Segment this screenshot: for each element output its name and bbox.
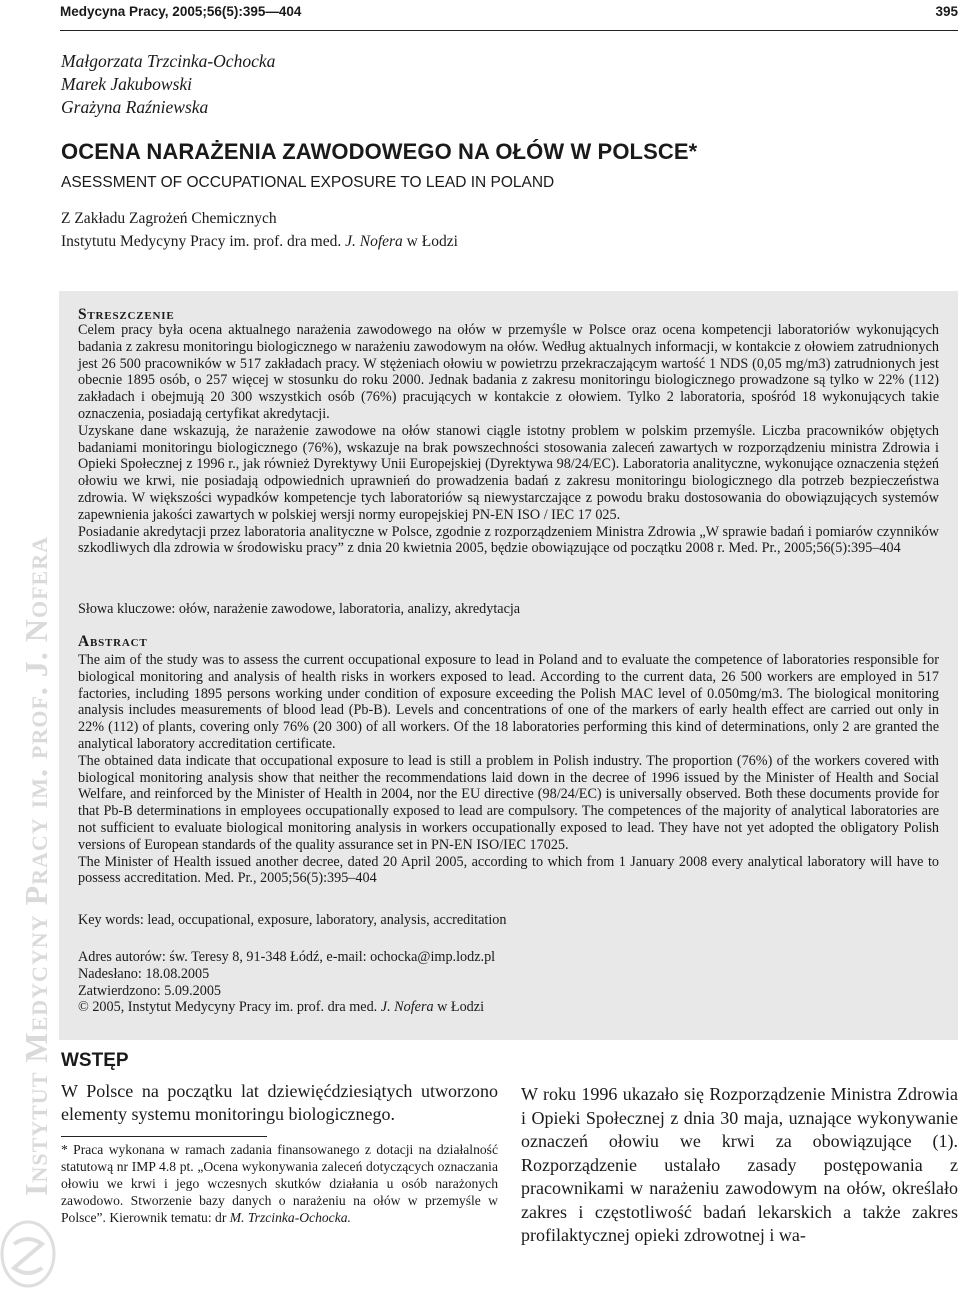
footnote-text: * Praca wykonana w ramach zadania finansowanego z dotacji na działalność statutową nr IMP 4.8 pt. „Ocena wykonywania zaleceń dotyczących oznaczania ołowiu we krwi i jego wczesnych skutków działania u osób narażonych zawodowo. Stworzenie bazy danych o narażeniu na ołów w przemyśle w Polsce”. Kierownik tematu: dr (61, 1142, 498, 1225)
header-rule (60, 30, 958, 31)
institute-watermark: Instytut Medycyny Pracy im. prof. J. Nofera (18, 536, 54, 1196)
address-line: Adres autorów: św. Teresy 8, 91-348 Łódź, e-mail: ochocka@imp.lodz.pl (78, 949, 496, 965)
received-date: Nadesłano: 18.08.2005 (78, 965, 210, 982)
page-number: 395 (935, 3, 958, 19)
affiliation-italic: J. Nofera (345, 233, 403, 250)
abstract-heading: Abstract (78, 633, 148, 650)
copyright-line (78, 999, 495, 1016)
author-list (61, 50, 275, 119)
affiliation-suffix: w Łodzi (402, 233, 458, 250)
streszczenie-text (78, 322, 939, 557)
abstract-keywords: Key words: lead, occupational, exposure, laboratory, analysis, accreditation (78, 912, 507, 928)
copyright-suffix: w Łodzi (433, 999, 485, 1016)
author-1: Małgorzata Trzcinka-Ochocka (61, 51, 276, 71)
streszczenie-heading: Streszczenie (78, 306, 175, 323)
affiliation-prefix: Instytutu Medycyny Pracy im. prof. dra med. (61, 233, 346, 250)
author-3: Grażyna Raźniewska (61, 97, 209, 117)
footnote-rule (61, 1136, 267, 1137)
affiliation-line-2 (61, 230, 458, 253)
streszczenie-paragraph-2: Uzyskane dane wskazują, że narażenie zawodowe na ołów stanowi ciągle istotny problem w polskim przemyśle. Liczba pracowników objętych badaniami monitoringu biologicznego (76%), wskazuje na brak powszechności stosowania zaleceń zawartych w rozporządzeniu ministra Zdrowia i Opieki Społecznej z 1996 r., jak również Dyrektywy Unii Europejskiej (Dyrektywa 98/24/EC). Laboratoria analityczne, wykonujące oznaczenia stężeń ołowiu we krwi, nie posiadają odpowiednich uprawnień do prowadzenia badań z zakresu monitoringu biologicznego dla potrzeb bezpieczeństwa zdrowia. W większości wypadków kompetencje tych laboratoriów są niewystarczające z powodu braku dostosowania do obowiązujących systemów zapewnienia jakości zawartych w polskiej wersji normy europejskiej PN-EN ISO / IEC 17 025. (78, 422, 939, 523)
copyright-prefix: © 2005, Instytut Medycyny Pracy im. prof. dra med. (78, 999, 381, 1016)
intro-left-column: W Polsce na początku lat dziewięćdziesiątych utworzono elementy systemu monitoringu biologicznego. (61, 1081, 498, 1124)
approved-date: Zatwierdzono: 5.09.2005 (78, 982, 222, 999)
article-title-en: ASESSMENT OF OCCUPATIONAL EXPOSURE TO LEAD IN POLAND (61, 174, 555, 191)
author-2: Marek Jakubowski (61, 74, 193, 94)
streszczenie-paragraph-1: Celem pracy była ocena aktualnego narażenia zawodowego na ołów w przemyśle w Polsce oraz ocena kompetencji laboratoriów wykonujących badania z zakresu monitoringu biologicznego w narażeniu zawodowym na ołów. Według aktualnych informacji, w kontakcie z ołowiem zatrudnionych jest 26 500 pracowników w 517 zakładach pracy. W stężeniach ołowiu w powietrzu przekraczającym wartość 1 NDS (0,05 mg/m3) zatrudnionych jest obecnie 1895 osób, o 257 więcej w stosunku do roku 2000. Jednak badania z zakresu monitoringu biologicznego prowadzone są tylko w 22% (112) zakładach i obejmują 20 300 wszystkich osób (76%) pracujących w kontakcie z ołowiem. Tylko 2 laboratoria, spośród 18 wykonujących takie oznaczenia, posiadają certyfikat akredytacji. (78, 322, 939, 422)
footnote (61, 1142, 498, 1227)
section-heading-intro: WSTĘP (61, 1050, 129, 1071)
abstract-paragraph-2: The obtained data indicate that occupational exposure to lead is still a problem in Polish industry. The proportion (76%) of the workers covered with biological monitoring analysis show that neither the recommendations laid down in the decree of 1996 issued by the Minister of Health and Social Welfare, and reinforced by the Minister of Health in 2004, nor the EU directive (98/24/EC) is universally observed. Both these documents provide for that Pb-B determinations in employees occupationally exposed to lead are compulsory. The competences of the majority of analytical laboratories are not sufficient to evaluate biological monitoring analysis in workers occupationally exposed to lead. They have not yet adopted the obligatory Polish versions of European standards of the quality assurance set in PN-EN ISO/IEC 17025. (78, 752, 939, 853)
abstract-paragraph-1: The aim of the study was to assess the current occupational exposure to lead in Poland and to evaluate the competence of laboratories responsible for biological monitoring and analysis of health risks in workers exposed to lead. According to the current data, 26 500 workers are employed in 517 factories, including 1895 persons working under condition of exposure exceeding the Polish MAC level of 0.050mg/m3. The biological monitoring analysis includes measurements of blood lead (Pb-B). Levels and concentrations of one of the markers of early health effect are carried out only in 22% (112) of plants, covering only 76% (20 300) of all workers. Of the 18 laboratories performing this kind of determinations, only 2 are granted the analytical laboratory accreditation certificate. (78, 652, 939, 752)
affiliation (61, 207, 458, 253)
copyright-italic: J. Nofera (380, 999, 434, 1016)
running-header (60, 0, 958, 22)
author-address (78, 949, 495, 1016)
institute-logo-icon (0, 1216, 64, 1292)
streszczenie-keywords: Słowa kluczowe: ołów, narażenie zawodowe, laboratoria, analizy, akredytacja (78, 601, 521, 617)
footnote-italic: M. Trzcinka-Ochocka. (229, 1209, 351, 1225)
streszczenie-paragraph-3: Posiadanie akredytacji przez laboratoria analityczne w Polsce, zgodnie z rozporządzeniem Ministra Zdrowia „W sprawie badań i pomiarów czynników szkodliwych dla zdrowia w środowisku pracy” z dnia 20 kwietnia 2005, będzie obowiązujące od początku 2008 r. Med. Pr., 2005;56(5):395–404 (78, 523, 939, 557)
intro-right-column: W roku 1996 ukazało się Rozporządzenie Ministra Zdrowia i Opieki Społecznej z dnia 30 maja, uznające wykonywanie oznaczeń ołowiu we krwi za obowiązujące (1). Rozporządzenie ustalało zasady postępowania z pracownikami w narażeniu zawodowym na ołów, określało zakres i częstotliwość badań lekarskich a także zakres profilaktycznej opieki zdrowotnej i wa- (521, 1084, 958, 1245)
journal-citation: Medycyna Pracy, 2005;56(5):395—404 (60, 3, 302, 19)
abstract-text (78, 652, 939, 887)
abstract-paragraph-3: The Minister of Health issued another decree, dated 20 April 2005, according to which from 1 January 2008 every analytical laboratory will have to possess accreditation. Med. Pr., 2005;56(5):395–404 (78, 853, 939, 887)
affiliation-line-1: Z Zakładu Zagrożeń Chemicznych (61, 210, 277, 227)
article-title-pl: OCENA NARAŻENIA ZAWODOWEGO NA OŁÓW W POLSCE* (61, 139, 698, 164)
